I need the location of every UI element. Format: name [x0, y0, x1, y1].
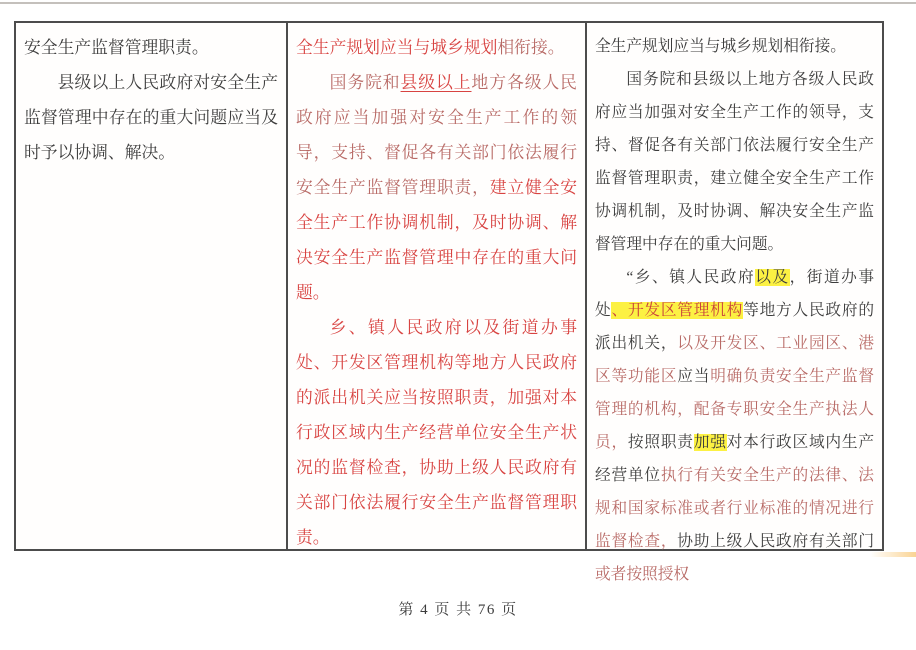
text-run: 协助上级人民政府有关部门 — [677, 533, 875, 550]
law-comparison-table — [14, 21, 884, 583]
highlighted-text-run: 以及 — [755, 269, 790, 286]
text-run: 明确负责安全生产监督管理的机构，配备专职安全生产执法人员， — [595, 368, 875, 451]
paragraph — [595, 63, 874, 261]
table-column-middle — [286, 23, 587, 549]
text-run: 乡、镇人民政府以及街道办事处、开发区管理机构等地方人民政府的派出机关应当按照职责，加强对本行政区域内生产经营单位安全生产状况的监督检查，协助上级人民政府有关部门依法履行安全生产监督管理职责。 — [296, 318, 577, 547]
paragraph — [24, 30, 278, 65]
text-run: 国务院和县级以上地方各级人民政府应当加强对安全生产工作的领导，支持、督促各有关部门依法履行安全生产监督管理职责，建立健全安全生产工作协调机制，及时协调、解决安全生产监督管理中存在的重大问题。 — [595, 71, 874, 253]
paragraph — [296, 65, 577, 310]
text-run: 按照职责 — [627, 434, 694, 451]
text-run: 等地方人民政府的派出机关， — [595, 302, 875, 352]
highlighted-text-run: 、 — [611, 302, 628, 319]
text-run: 地方各级人民政府应当加强对安全生产工作的领导，支持、督促各有关部门依法履行安全生产监督管理职责， — [296, 73, 577, 197]
table-column-right — [587, 23, 882, 583]
paragraph — [296, 30, 577, 65]
paragraph — [595, 261, 874, 591]
text-run: 县级以上人民政府对安全生产监督管理中存在的重大问题应当及时予以协调、解决。 — [24, 73, 278, 162]
paragraph — [595, 30, 874, 63]
page-number: 第 4 页 共 76 页 — [398, 602, 518, 618]
text-run: 街道办事处 — [595, 269, 875, 319]
paragraph — [24, 65, 278, 170]
table-column-left — [16, 23, 286, 549]
scan-artifact — [870, 552, 916, 557]
text-run: 安全生产监督管理职责。 — [24, 38, 209, 57]
text-run: 应当 — [677, 368, 711, 385]
text-run: 建立健全安全生产工作协调机制，及时协调、解决安全生产监督管理中存在的重大问题。 — [296, 178, 577, 302]
text-run: 或者按照授权 — [595, 566, 690, 583]
text-run: 全生产规划应当与城乡规划相衔接。 — [595, 38, 846, 55]
text-run: 国务院和 — [329, 73, 401, 92]
page-top-divider — [0, 2, 916, 4]
highlighted-text-run: 开发区管理机构 — [627, 302, 744, 319]
text-run: 执行有关安全生产的法律、法规和国家标准或者行业标准的情况进行监督检查， — [595, 467, 874, 550]
text-run: 以及开发区、工业园区、港区等功能区 — [595, 335, 875, 385]
text-run: 全生产规划应当与城乡规划 — [296, 38, 498, 57]
text-run: 对本行政区域内生产经营单位 — [595, 434, 875, 484]
highlighted-text-run: 加强 — [693, 434, 727, 451]
text-run: 相衔接。 — [497, 38, 565, 57]
text-run: 县级以上 — [400, 73, 472, 92]
text-run: ， — [789, 269, 807, 286]
paragraph — [296, 310, 577, 555]
text-run: “乡、镇人民政府 — [626, 269, 756, 286]
